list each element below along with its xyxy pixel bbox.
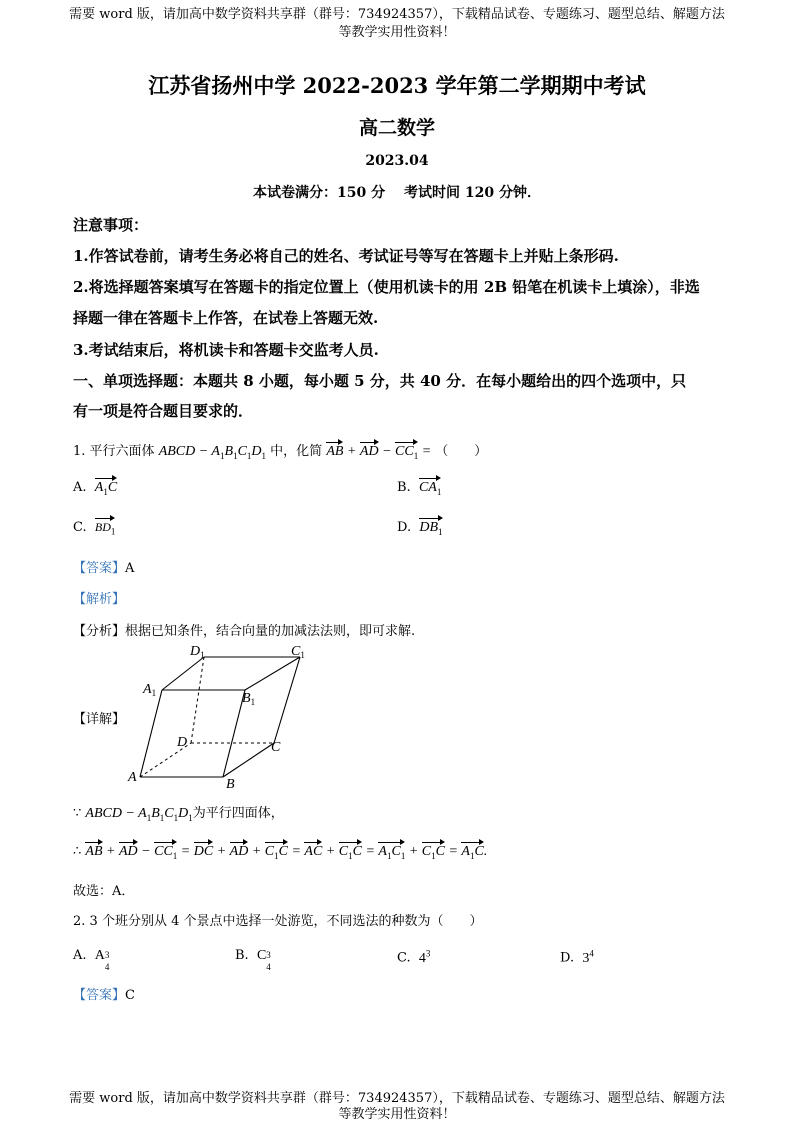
label-a: A xyxy=(128,770,137,785)
label-d: D xyxy=(177,735,188,750)
q1-answer-tag: 【答案】 xyxy=(73,561,126,576)
notice-item-2b: 择题一律在答题卡上作答，在试卷上答题无效. xyxy=(73,309,379,327)
q1-option-c: C. $BD_1$ xyxy=(73,520,116,537)
notice-item-1: 1.作答试卷前，请考生务必将自己的姓名、考试证号等写在答题卡上并贴上条形码. xyxy=(73,247,619,265)
exam-date: 2023.04 xyxy=(365,153,429,169)
edge-dd1-hidden xyxy=(191,657,204,743)
q2-answer-value: C xyxy=(125,988,135,1003)
q1-expression: AB + AD − $CC_1$ = xyxy=(326,444,432,461)
q2-answer xyxy=(73,984,135,1003)
q1-analysis-tag: 【解析】 xyxy=(73,592,126,607)
q1-derivation-line: ∴ AB + AD − $CC_1$ = DC + AD + $C_1C$ = AC + $C_1C = A_1C_1 + C_1C = A_1C$. xyxy=(73,844,488,861)
q2-option-d: D. $3^4$ xyxy=(560,948,594,966)
label-c: C xyxy=(271,740,281,755)
q1-mid: 中，化简 xyxy=(270,444,323,459)
q2-option-c: C. $4^3$ xyxy=(397,948,431,966)
q2-option-b: B. C 3 4 xyxy=(235,948,271,972)
section-heading-line2: 有一项是符合题目要求的． xyxy=(73,402,254,420)
exam-info: 本试卷满分：150 分 考试时间 120 分钟． xyxy=(253,185,541,201)
exam-title: 江苏省扬州中学 2022-2023 学年第二学期期中考试 xyxy=(148,73,646,98)
notice-item-2a: 2.将选择题答案填写在答题卡的指定位置上（使用机读卡的用 2B 铅笔在机读卡上填涂），非选 xyxy=(73,278,700,296)
footer-watermark-line2: 等教学实用性资料！ xyxy=(338,1107,456,1122)
q2-option-a: A. A 3 4 xyxy=(73,948,110,972)
q1-option-b: B. $CA_1$ xyxy=(397,480,442,497)
edge-a1d1 xyxy=(162,657,204,690)
q1-option-c-vector: $BD_1$ xyxy=(94,520,116,537)
label-b1: $B_1$ xyxy=(242,691,256,707)
q1-solid-name: ABCD − $A_1B_1C_1D_1$ xyxy=(158,444,267,461)
q1-fenxi xyxy=(73,620,415,639)
label-a1: $A_1$ xyxy=(143,682,157,698)
header-watermark-line2: 等教学实用性资料！ xyxy=(338,25,456,40)
label-d1: $D_1$ xyxy=(190,644,205,660)
notice-item-3: 3.考试结束后，将机读卡和答题卡交监考人员. xyxy=(73,341,379,359)
exam-subject: 高二数学 xyxy=(358,117,435,139)
label-b: B xyxy=(226,777,235,790)
parallelepiped-figure xyxy=(120,640,320,790)
q1-answer-value: A xyxy=(125,561,135,576)
q1-option-b-vector: $CA_1$ xyxy=(418,480,442,497)
q1-choice: 故选：A． xyxy=(73,884,135,899)
q1-because-solid: ABCD − $A_1B_1C_1D_1$ xyxy=(85,806,193,823)
header-watermark-line1: 需要 word 版，请加高中数学资料共享群（群号：734924357），下载精品试卷、专题练习、题型总结、解题方法 xyxy=(69,7,725,22)
q1-paren: （ ） xyxy=(435,444,488,459)
q1-option-d: D. $DB_1$ xyxy=(397,520,443,537)
q2-answer-tag: 【答案】 xyxy=(73,988,126,1003)
edge-aa1 xyxy=(140,690,162,777)
label-c1: $C_1$ xyxy=(291,644,305,660)
q1-derivation: AB + AD − $CC_1$ = DC + AD + $C_1C$ = AC + $C_1C = A_1C_1 + C_1C = A_1C$. xyxy=(85,844,488,861)
q1-option-a: A. $A_1C$ xyxy=(73,480,118,497)
q1-option-d-vector: $DB_1$ xyxy=(419,520,443,537)
q1-fenxi-tag: 【分析】 xyxy=(73,624,126,639)
notice-heading: 注意事项： xyxy=(73,216,149,234)
q1-option-a-vector: $A_1C$ xyxy=(94,480,118,497)
footer-watermark-line1: 需要 word 版，请加高中数学资料共享群（群号：734924357），下载精品试卷、专题练习、题型总结、解题方法 xyxy=(69,1091,725,1106)
q1-prefix: 1. 平行六面体 xyxy=(73,444,155,459)
q1-detail-tag: 【详解】 xyxy=(73,712,126,727)
section-heading-line1: 一、单项选择题：本题共 8 小题，每小题 5 分，共 40 分．在每小题给出的四个选项中，只 xyxy=(73,372,687,390)
q2-stem: 2. 3 个班分别从 4 个景点中选择一处游览，不同选法的种数为（ ） xyxy=(73,914,483,929)
q1-fenxi-text: 根据已知条件，结合向量的加减法法则，即可求解. xyxy=(125,624,416,639)
q1-because-line: ∵ ABCD − $A_1B_1C_1D_1$为平行四面体， xyxy=(73,806,284,823)
q1-answer xyxy=(73,557,134,576)
q1-stem xyxy=(73,440,487,461)
q1-because-suffix: 为平行四面体， xyxy=(192,806,284,821)
